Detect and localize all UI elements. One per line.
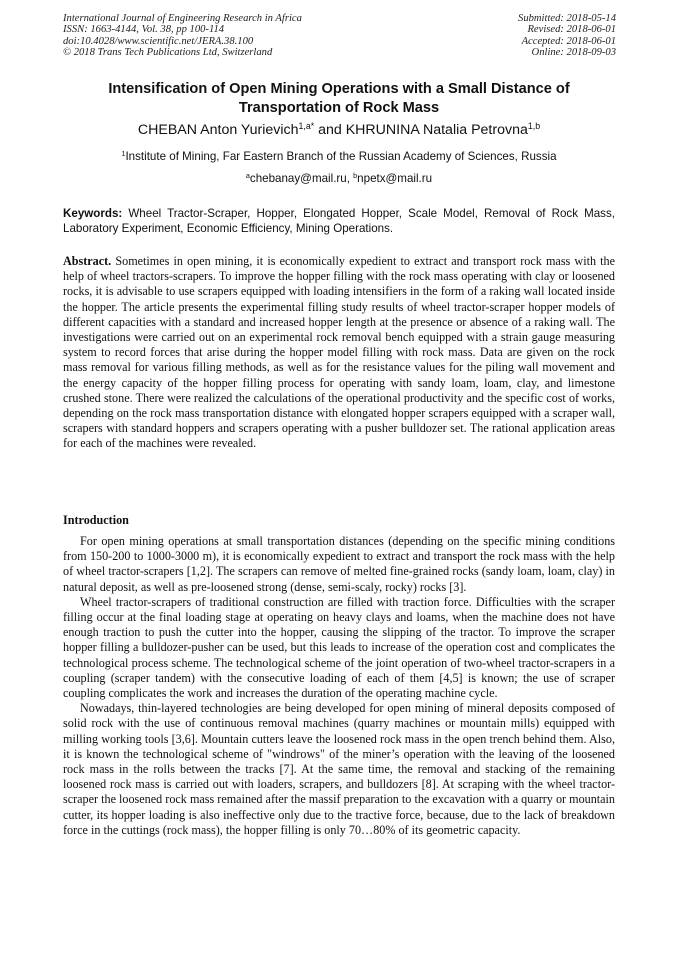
affiliation: [63, 150, 615, 163]
author-superscript: 1,a*: [298, 121, 315, 132]
author-name: CHEBAN Anton Yurievich: [137, 122, 299, 138]
affiliation-superscript: 1: [121, 149, 126, 159]
email-superscript: a: [245, 171, 250, 181]
issn-volume: ISSN: 1663-4144, Vol. 38, pp 100-114: [63, 24, 225, 36]
paragraph: Nowadays, thin-layered technologies are being developed for open mining of mineral deposits composed of solid rock with the use of continuous removal machines (quarry machines or mountain mills) equipped with milling working tools [3,6]. Mountain cutters leave the loosened rock mass in the open trench behind them. Also, it is known the technological scheme of "windrows" of the miner’s operation with the leaving of the loosened rock mass in the rolls between the tracks [7]. At the same time, the removal and stacking of the remaining loosened rock mass is carried out with loaders, scrapers, and bulldozers [8]. At scraping with the wheel tractor-scraper the loosened rock mass remained after the massif preparation to the excavation with a quarry or mountain cutter, its hopper loading is also ineffective only due to the tractive force, because, due to the lack of breakdown force in the cuttings (rock mass), the hopper filling is only 70…80% of its geometric capacity.: [63, 701, 615, 837]
online-date: Online: 2018-09-03: [531, 47, 616, 59]
abstract-text: Sometimes in open mining, it is economically expedient to extract and transport rock mass with the help of wheel tractors-scrapers. To improve the hopper filling with the rock mass operating with clay or loosened rocks, it is advisable to use scrapers equipped with loading intensifiers in the form of a raking wall located inside the hopper. The article presents the experimental filling study results of wheel tractor-scraper hopper models of different capacities with a standard and increased hopper length at the presence or absence of a raking wall. The investigations were carried out on an experimental rock removal bench equipped with a strain gauge measuring system to record forces that arise during the hopper model filling with rock mass. Data are given on the rock mass removal for various filling methods, as well as for the resistance values for the piling wall movement and the energy capacity of the hopper filling process for operating with sandy loam, loam, clay, and limestone crushed stone. There were realized the calculations of the operational productivity and the specific cost of works, depending on the rock mass transportation distance with elongated hopper scrapers equipped with a scraper wall, scrapers with standard hoppers and scrapers operating with a pusher bulldozer set. The rational application areas for each of the machines were revealed.: [63, 254, 615, 451]
paper-title: Intensification of Open Mining Operations with a Small Distance of Transportation of Rock Mass: [108, 81, 570, 116]
affiliation-text: Institute of Mining, Far Eastern Branch of the Russian Academy of Sciences, Russia: [125, 150, 557, 163]
copyright: © 2018 Trans Tech Publications Ltd, Switzerland: [63, 47, 273, 59]
accepted-date: Accepted: 2018-06-01: [521, 35, 616, 47]
journal-name: International Journal of Engineering Research in Africa: [63, 13, 302, 24]
email-link[interactable]: chebanay@mail.ru,: [249, 172, 354, 185]
author-emails: [63, 172, 615, 185]
abstract-label: Abstract.: [63, 254, 112, 268]
keywords-label: Keywords:: [63, 207, 123, 220]
journal-info-header: [63, 13, 302, 59]
paragraph: For open mining operations at small transportation distances (depending on the specific mining conditions from 150-200 to 1000-3000 m), it is economically expedient to extract and transport the rock mass with the help of wheel tractor-scrapers [1,2]. The scrapers can remove of melted fine-grained rocks (sandy loam, loam, clay) in natural deposit, as well as pre-loosened strong (dense, semi-scaly, rocky) rocks [3].: [63, 534, 615, 594]
author-line: [63, 122, 615, 138]
introduction-body: [63, 534, 615, 838]
keywords-text: Wheel Tractor-Scraper, Hopper, Elongated Hopper, Scale Model, Removal of Rock Mass, Laboratory Experiment, Economic Efficiency, Mining Operations.: [63, 207, 615, 236]
submitted-date: Submitted: 2018-05-14: [518, 13, 616, 24]
section-heading: Introduction: [63, 513, 129, 527]
author-joiner: and: [314, 122, 346, 138]
keywords: [63, 206, 615, 237]
author-name: KHRUNINA Natalia Petrovna: [345, 122, 528, 138]
author-superscript: 1,b: [527, 121, 541, 132]
doi: doi:10.4028/www.scientific.net/JERA.38.100: [63, 35, 254, 47]
revised-date: Revised: 2018-06-01: [527, 24, 616, 36]
dates-header: [518, 13, 616, 59]
email-superscript: b: [353, 171, 358, 181]
email-link[interactable]: npetx@mail.ru: [357, 172, 433, 185]
abstract: [63, 254, 615, 452]
paragraph: Wheel tractor-scrapers of traditional construction are filled with traction force. Difficulties with the scraper filling occur at the final loading stage at operating on heavy clays and loams, when the machine does not have enough traction to push the cutter into the hopper, causing the slipping of the tractor. To improve the scraper hopper filling a bulldozer-pusher can be used, but this leads to increase of the operation cost and complicates the technological process scheme. The technological scheme of the joint operation of two-wheel tractor-scrapers in a coupling (scraper tandem) with the consecutive loading of each of them [4,5] is known; the use of scraper coupling complicates the work and increases the duration of the operating machine cycle.: [63, 594, 615, 701]
